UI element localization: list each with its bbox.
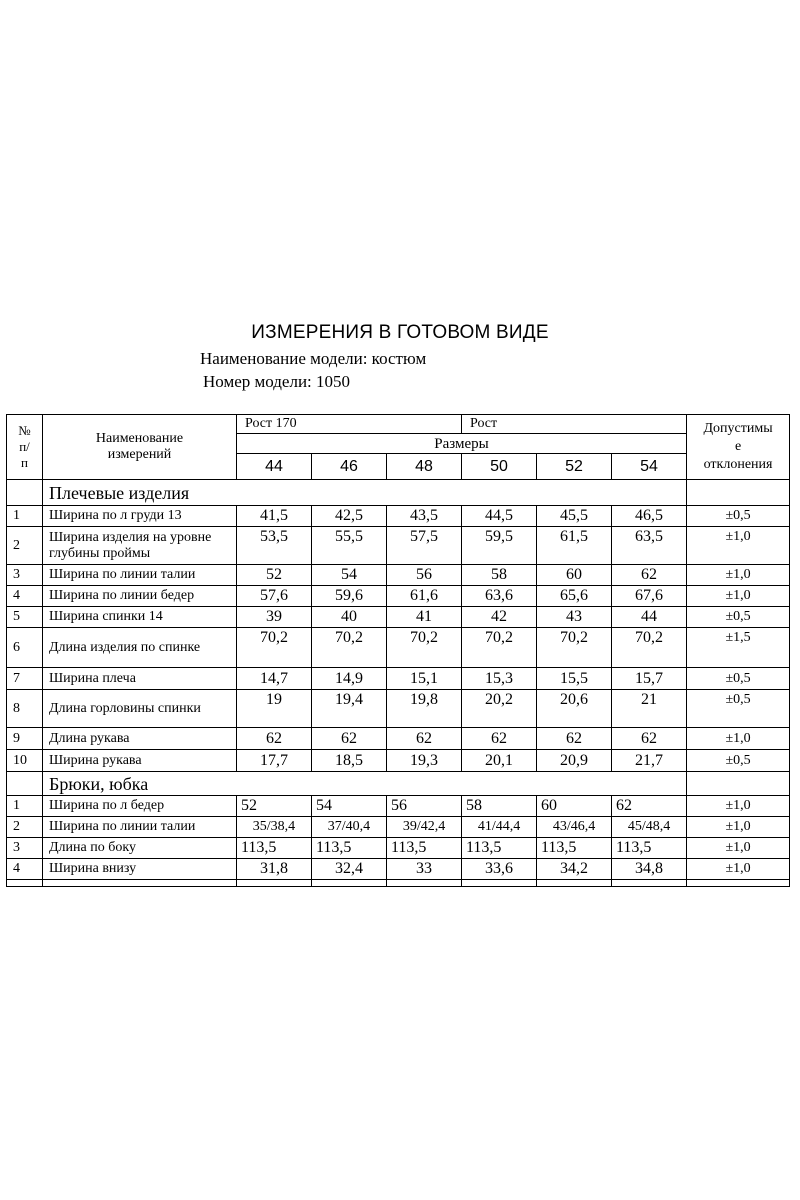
cell-value: 56 (387, 565, 462, 586)
cell-value: 20,6 (537, 690, 612, 728)
row-number: 8 (7, 690, 43, 728)
cell-value: 62 (462, 728, 537, 750)
row-number: 1 (7, 796, 43, 817)
row-number: 9 (7, 728, 43, 750)
cell-value: 67,6 (612, 586, 687, 607)
cell-value: 19 (237, 690, 312, 728)
header-tolerance: Допустимы е отклонения (687, 415, 790, 480)
cell-value: 70,2 (387, 628, 462, 668)
table-row (7, 728, 790, 750)
row-name: Ширина изделия на уровне глубины проймы (43, 527, 237, 565)
table-row (7, 527, 790, 565)
cell-value: 33,6 (462, 859, 537, 880)
table-row (7, 796, 790, 817)
header-rost-right: Рост (462, 415, 687, 434)
cell-tolerance: ±1,0 (687, 817, 790, 838)
cell-value: 42 (462, 607, 537, 628)
table-row (7, 750, 790, 772)
cell-value: 61,6 (387, 586, 462, 607)
cell-tolerance: ±1,5 (687, 628, 790, 668)
row-number: 4 (7, 586, 43, 607)
header-rost-left: Рост 170 (237, 415, 462, 434)
cell-value: 39/42,4 (387, 817, 462, 838)
cell-value: 63,5 (612, 527, 687, 565)
cell-value: 40 (312, 607, 387, 628)
cell-value: 70,2 (237, 628, 312, 668)
cell-value: 53,5 (237, 527, 312, 565)
row-number: 6 (7, 628, 43, 668)
cell-value: 43/46,4 (537, 817, 612, 838)
row-number: 7 (7, 668, 43, 690)
page-title: ИЗМЕРЕНИЯ В ГОТОВОМ ВИДЕ (251, 322, 549, 343)
row-name: Ширина внизу (43, 859, 237, 880)
cell-value: 63,6 (462, 586, 537, 607)
table-row (7, 817, 790, 838)
cell-value: 113,5 (387, 838, 462, 859)
row-name: Ширина спинки 14 (43, 607, 237, 628)
size-50: 50 (462, 454, 537, 480)
cell-tolerance: ±0,5 (687, 750, 790, 772)
cell-value: 62 (387, 728, 462, 750)
cell-value: 31,8 (237, 859, 312, 880)
cell-value: 55,5 (312, 527, 387, 565)
table-row (7, 838, 790, 859)
size-54: 54 (612, 454, 687, 480)
cell-value: 21,7 (612, 750, 687, 772)
table-row (7, 859, 790, 880)
cell-tolerance: ±1,0 (687, 728, 790, 750)
table-row (7, 565, 790, 586)
cell-value: 42,5 (312, 506, 387, 527)
row-number: 2 (7, 527, 43, 565)
cell-value: 57,6 (237, 586, 312, 607)
cell-tolerance: ±1,0 (687, 586, 790, 607)
cell-value: 60 (537, 565, 612, 586)
cell-value: 46,5 (612, 506, 687, 527)
table-row (7, 690, 790, 728)
cell-value: 20,2 (462, 690, 537, 728)
section-title-trousers: Брюки, юбка (43, 772, 687, 796)
row-name: Ширина по л груди 13 (43, 506, 237, 527)
cell-tolerance: ±0,5 (687, 506, 790, 527)
cell-value: 41,5 (237, 506, 312, 527)
cell-value: 54 (312, 796, 387, 817)
table-row (7, 668, 790, 690)
model-name: Наименование модели: костюм (200, 349, 427, 368)
cell-value: 61,5 (537, 527, 612, 565)
cell-tolerance: ±0,5 (687, 668, 790, 690)
table-row (7, 628, 790, 668)
row-number: 3 (7, 838, 43, 859)
size-44: 44 (237, 454, 312, 480)
cell-value: 21 (612, 690, 687, 728)
row-name: Ширина по линии талии (43, 817, 237, 838)
row-name: Длина изделия по спинке (43, 628, 237, 668)
cell-value: 62 (612, 565, 687, 586)
cell-value: 17,7 (237, 750, 312, 772)
row-name: Длина рукава (43, 728, 237, 750)
cell-value: 43,5 (387, 506, 462, 527)
cell-value: 113,5 (462, 838, 537, 859)
cell-value: 19,4 (312, 690, 387, 728)
cell-value: 20,9 (537, 750, 612, 772)
table-row (7, 607, 790, 628)
cell-value: 43 (537, 607, 612, 628)
cell-value: 41 (387, 607, 462, 628)
cell-value: 70,2 (612, 628, 687, 668)
row-number: 10 (7, 750, 43, 772)
cell-value: 34,2 (537, 859, 612, 880)
cell-value: 70,2 (537, 628, 612, 668)
table-row (7, 506, 790, 527)
cell-value: 44 (612, 607, 687, 628)
cell-value: 18,5 (312, 750, 387, 772)
cell-value: 35/38,4 (237, 817, 312, 838)
cell-value: 59,5 (462, 527, 537, 565)
row-number: 2 (7, 817, 43, 838)
cell-tolerance: ±1,0 (687, 796, 790, 817)
cell-value: 58 (462, 796, 537, 817)
section-row (7, 480, 790, 506)
header-number: № п/ п (7, 415, 43, 480)
cell-value: 113,5 (612, 838, 687, 859)
cell-value: 15,1 (387, 668, 462, 690)
cell-value: 62 (612, 728, 687, 750)
cell-value: 113,5 (312, 838, 387, 859)
model-number: Номер модели: 1050 (203, 372, 351, 391)
size-48: 48 (387, 454, 462, 480)
cell-value: 58 (462, 565, 537, 586)
cell-value: 45,5 (537, 506, 612, 527)
cell-value: 14,7 (237, 668, 312, 690)
size-46: 46 (312, 454, 387, 480)
section-row (7, 772, 790, 796)
table-row (7, 586, 790, 607)
row-number: 5 (7, 607, 43, 628)
cell-value: 44,5 (462, 506, 537, 527)
cell-value: 65,6 (537, 586, 612, 607)
cell-value: 62 (237, 728, 312, 750)
cell-value: 39 (237, 607, 312, 628)
cell-value: 15,7 (612, 668, 687, 690)
row-name: Ширина рукава (43, 750, 237, 772)
cell-tolerance: ±0,5 (687, 607, 790, 628)
cell-value: 113,5 (537, 838, 612, 859)
cell-value: 14,9 (312, 668, 387, 690)
cell-value: 41/44,4 (462, 817, 537, 838)
cell-value: 45/48,4 (612, 817, 687, 838)
row-number: 4 (7, 859, 43, 880)
cell-value: 34,8 (612, 859, 687, 880)
row-name: Ширина по линии талии (43, 565, 237, 586)
cell-value: 37/40,4 (312, 817, 387, 838)
measurements-table (6, 414, 790, 887)
row-number: 1 (7, 506, 43, 527)
cell-value: 60 (537, 796, 612, 817)
cell-value: 32,4 (312, 859, 387, 880)
row-name: Ширина по линии бедер (43, 586, 237, 607)
cell-value: 62 (537, 728, 612, 750)
header-sizes-label: Размеры (237, 434, 687, 454)
cell-value: 52 (237, 796, 312, 817)
cell-tolerance: ±0,5 (687, 690, 790, 728)
cell-value: 57,5 (387, 527, 462, 565)
cell-value: 52 (237, 565, 312, 586)
row-name: Длина горловины спинки (43, 690, 237, 728)
cell-value: 62 (312, 728, 387, 750)
cell-value: 70,2 (312, 628, 387, 668)
cell-value: 70,2 (462, 628, 537, 668)
cell-value: 59,6 (312, 586, 387, 607)
cell-tolerance: ±1,0 (687, 565, 790, 586)
cell-tolerance: ±1,0 (687, 527, 790, 565)
cell-value: 56 (387, 796, 462, 817)
cell-value: 20,1 (462, 750, 537, 772)
cell-tolerance: ±1,0 (687, 859, 790, 880)
cell-value: 54 (312, 565, 387, 586)
row-name: Ширина плеча (43, 668, 237, 690)
cell-value: 19,8 (387, 690, 462, 728)
size-52: 52 (537, 454, 612, 480)
header-measurement-name: Наименование измерений (43, 415, 237, 480)
table-row-trailing (7, 880, 790, 887)
row-number: 3 (7, 565, 43, 586)
section-title-shoulder: Плечевые изделия (43, 480, 687, 506)
cell-value: 15,5 (537, 668, 612, 690)
row-name: Длина по боку (43, 838, 237, 859)
cell-value: 33 (387, 859, 462, 880)
cell-value: 15,3 (462, 668, 537, 690)
row-name: Ширина по л бедер (43, 796, 237, 817)
cell-value: 62 (612, 796, 687, 817)
cell-tolerance: ±1,0 (687, 838, 790, 859)
cell-value: 19,3 (387, 750, 462, 772)
cell-value: 113,5 (237, 838, 312, 859)
